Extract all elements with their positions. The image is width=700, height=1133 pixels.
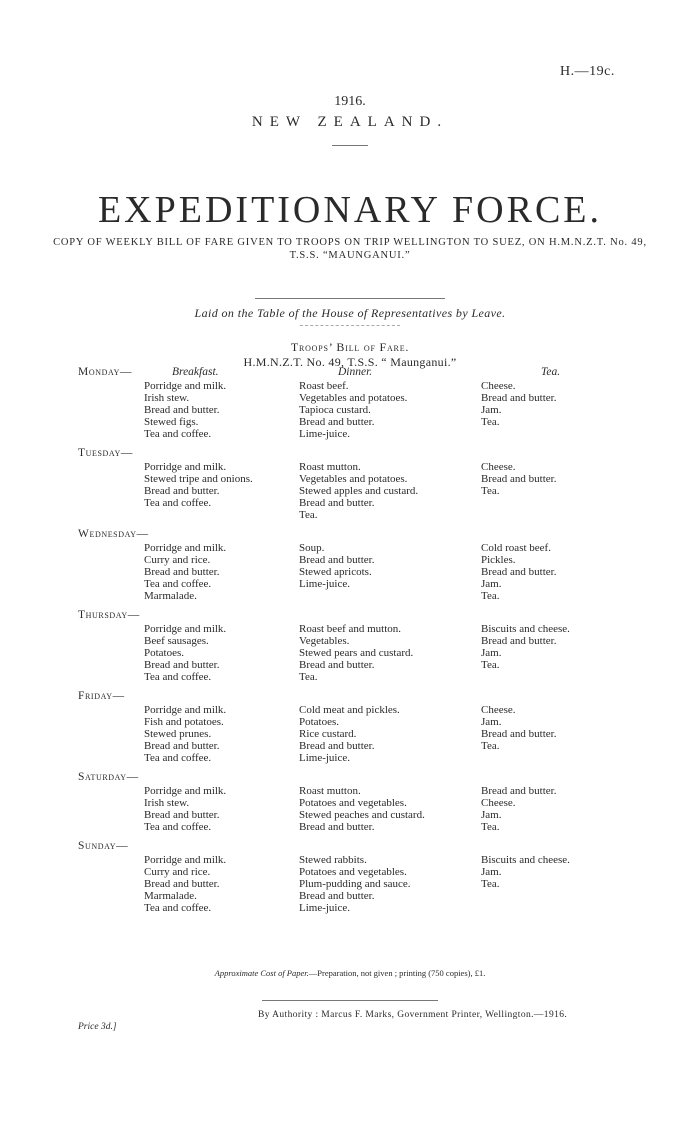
breakfast-item: Irish stew. <box>144 392 190 404</box>
dinner-column <box>299 854 411 914</box>
dinner-item: Vegetables and potatoes. <box>299 473 408 485</box>
dinner-item: Potatoes. <box>299 716 340 728</box>
dinner-item: Bread and butter. <box>299 821 375 833</box>
tea-item: Jam. <box>481 716 502 728</box>
day-block <box>78 771 638 833</box>
day-block <box>78 609 638 683</box>
dinner-item: Bread and butter. <box>299 416 375 428</box>
tea-item: Biscuits and cheese. <box>481 854 570 866</box>
tea-item: Tea. <box>481 821 500 833</box>
document-year: 1916. <box>334 94 366 109</box>
day-label: Wednesday— <box>78 528 149 540</box>
breakfast-item: Irish stew. <box>144 797 190 809</box>
day-block <box>78 840 638 914</box>
day-block <box>78 690 638 764</box>
tea-item: Cheese. <box>481 380 516 392</box>
breakfast-item: Bread and butter. <box>144 740 220 752</box>
breakfast-item: Porridge and milk. <box>144 461 227 473</box>
approximate-cost-text: —Preparation, not given ; printing (750 copies), £1. <box>308 968 486 978</box>
tea-item: Bread and butter. <box>481 728 557 740</box>
dinner-item: Vegetables and potatoes. <box>299 392 408 404</box>
breakfast-item: Stewed tripe and onions. <box>144 473 253 485</box>
dinner-item: Potatoes and vegetables. <box>299 797 407 809</box>
dinner-item: Bread and butter. <box>299 497 375 509</box>
breakfast-item: Stewed figs. <box>144 416 199 428</box>
tea-item: Bread and butter. <box>481 785 557 797</box>
breakfast-item: Bread and butter. <box>144 659 220 671</box>
dinner-item: Stewed peaches and custard. <box>299 809 425 821</box>
price-note: Price 3d.] <box>78 1022 117 1032</box>
dinner-item: Tea. <box>299 509 318 521</box>
breakfast-item: Bread and butter. <box>144 566 220 578</box>
dinner-item: Lime-juice. <box>299 578 351 590</box>
breakfast-item: Curry and rice. <box>144 554 211 566</box>
breakfast-column <box>144 785 226 833</box>
dinner-item: Roast beef and mutton. <box>299 623 402 635</box>
dinner-item: Potatoes and vegetables. <box>299 866 407 878</box>
breakfast-item: Porridge and milk. <box>144 704 227 716</box>
tea-column <box>481 461 556 497</box>
dinner-item: Roast mutton. <box>299 785 361 797</box>
printer-authority: By Authority : Marcus F. Marks, Government Printer, Wellington.—1916. <box>258 1010 568 1020</box>
tea-item: Tea. <box>481 878 500 890</box>
laid-divider-bottom <box>300 325 400 326</box>
bill-of-fare-table <box>78 366 638 921</box>
dinner-column <box>299 704 400 764</box>
breakfast-item: Bread and butter. <box>144 878 220 890</box>
dinner-item: Lime-juice. <box>299 752 351 764</box>
tea-header: Tea. <box>541 366 561 378</box>
short-divider <box>332 145 368 146</box>
breakfast-item: Tea and coffee. <box>144 671 212 683</box>
bill-of-fare-title: Troops’ Bill of Fare. <box>290 340 410 354</box>
footer-divider <box>262 1000 438 1001</box>
document-subtitle: COPY OF WEEKLY BILL OF FARE GIVEN TO TROOPS ON TRIP WELLINGTON TO SUEZ, ON H.M.N.Z.T. No. 49, T.S.S. “MAUNGANUI.” <box>53 237 647 261</box>
breakfast-item: Bread and butter. <box>144 404 220 416</box>
dinner-column <box>299 623 413 683</box>
document-reference: H.—19c. <box>560 64 615 79</box>
dinner-item: Tea. <box>299 671 318 683</box>
breakfast-item: Marmalade. <box>144 890 197 902</box>
breakfast-item: Bread and butter. <box>144 485 220 497</box>
tea-item: Tea. <box>481 659 500 671</box>
day-block <box>78 447 638 521</box>
dinner-item: Roast mutton. <box>299 461 361 473</box>
dinner-item: Lime-juice. <box>299 428 351 440</box>
breakfast-column <box>144 380 226 440</box>
dinner-item: Bread and butter. <box>299 890 375 902</box>
breakfast-item: Tea and coffee. <box>144 497 212 509</box>
tea-item: Tea. <box>481 416 500 428</box>
tea-item: Jam. <box>481 866 502 878</box>
tea-item: Cheese. <box>481 704 516 716</box>
dinner-item: Soup. <box>299 542 325 554</box>
day-label: Thursday— <box>78 609 140 621</box>
dinner-column <box>299 380 407 440</box>
breakfast-item: Porridge and milk. <box>144 854 227 866</box>
tea-column <box>481 704 556 752</box>
dinner-item: Rice custard. <box>299 728 357 740</box>
day-label: Sunday— <box>78 840 129 852</box>
breakfast-item: Porridge and milk. <box>144 542 227 554</box>
breakfast-item: Marmalade. <box>144 590 197 602</box>
dinner-item: Stewed rabbits. <box>299 854 367 866</box>
breakfast-item: Curry and rice. <box>144 866 211 878</box>
breakfast-item: Bread and butter. <box>144 809 220 821</box>
breakfast-item: Stewed prunes. <box>144 728 212 740</box>
day-label: Monday— <box>78 366 133 378</box>
day-block <box>78 528 638 602</box>
breakfast-item: Beef sausages. <box>144 635 209 647</box>
bill-of-fare-ship: H.M.N.Z.T. No. 49, T.S.S. “ Maunganui.” <box>243 355 457 369</box>
tea-item: Cheese. <box>481 797 516 809</box>
dinner-item: Cold meat and pickles. <box>299 704 400 716</box>
breakfast-item: Potatoes. <box>144 647 185 659</box>
dinner-item: Roast beef. <box>299 380 349 392</box>
tea-column <box>481 380 556 428</box>
tea-item: Bread and butter. <box>481 473 557 485</box>
breakfast-item: Porridge and milk. <box>144 623 227 635</box>
tea-item: Jam. <box>481 647 502 659</box>
breakfast-column <box>144 623 226 683</box>
dinner-item: Stewed apricots. <box>299 566 372 578</box>
breakfast-column <box>144 704 226 764</box>
tea-item: Cheese. <box>481 461 516 473</box>
dinner-column <box>299 785 425 833</box>
tea-item: Cold roast beef. <box>481 542 551 554</box>
breakfast-item: Tea and coffee. <box>144 752 212 764</box>
dinner-header: Dinner. <box>338 366 373 378</box>
dinner-item: Lime-juice. <box>299 902 351 914</box>
tea-item: Tea. <box>481 485 500 497</box>
laid-divider-top <box>255 298 445 299</box>
day-block <box>78 366 638 440</box>
dinner-item: Stewed apples and custard. <box>299 485 419 497</box>
breakfast-header: Breakfast. <box>172 366 219 378</box>
breakfast-item: Fish and potatoes. <box>144 716 224 728</box>
dinner-column <box>299 542 374 590</box>
dinner-item: Bread and butter. <box>299 554 375 566</box>
day-label: Tuesday— <box>78 447 134 459</box>
dinner-item: Bread and butter. <box>299 659 375 671</box>
breakfast-item: Tea and coffee. <box>144 821 212 833</box>
tea-column <box>481 542 556 602</box>
tea-item: Bread and butter. <box>481 635 557 647</box>
tea-column <box>481 854 570 890</box>
tea-item: Bread and butter. <box>481 392 557 404</box>
breakfast-item: Tea and coffee. <box>144 428 212 440</box>
dinner-item: Stewed pears and custard. <box>299 647 414 659</box>
breakfast-column <box>144 461 253 509</box>
dinner-item: Tapioca custard. <box>299 404 371 416</box>
breakfast-column <box>144 542 226 602</box>
breakfast-item: Porridge and milk. <box>144 785 227 797</box>
laid-on-table-note: Laid on the Table of the House of Representatives by Leave. <box>194 306 506 320</box>
dinner-item: Plum-pudding and sauce. <box>299 878 411 890</box>
breakfast-item: Tea and coffee. <box>144 902 212 914</box>
day-label: Saturday— <box>78 771 139 783</box>
tea-item: Jam. <box>481 809 502 821</box>
dinner-item: Bread and butter. <box>299 740 375 752</box>
breakfast-column <box>144 854 226 914</box>
tea-column <box>481 623 570 671</box>
tea-item: Bread and butter. <box>481 566 557 578</box>
tea-item: Tea. <box>481 740 500 752</box>
day-label: Friday— <box>78 690 125 702</box>
breakfast-item: Tea and coffee. <box>144 578 212 590</box>
document-title: EXPEDITIONARY FORCE. <box>97 189 603 231</box>
tea-item: Jam. <box>481 578 502 590</box>
dinner-column <box>299 461 418 521</box>
tea-item: Tea. <box>481 590 500 602</box>
approximate-cost-label: Approximate Cost of Paper. <box>214 968 309 978</box>
breakfast-item: Porridge and milk. <box>144 380 227 392</box>
dinner-item: Vegetables. <box>299 635 350 647</box>
tea-item: Jam. <box>481 404 502 416</box>
tea-item: Pickles. <box>481 554 516 566</box>
country-heading: NEW ZEALAND. <box>251 114 449 130</box>
approximate-cost <box>0 968 700 978</box>
tea-item: Biscuits and cheese. <box>481 623 570 635</box>
tea-column <box>481 785 556 833</box>
